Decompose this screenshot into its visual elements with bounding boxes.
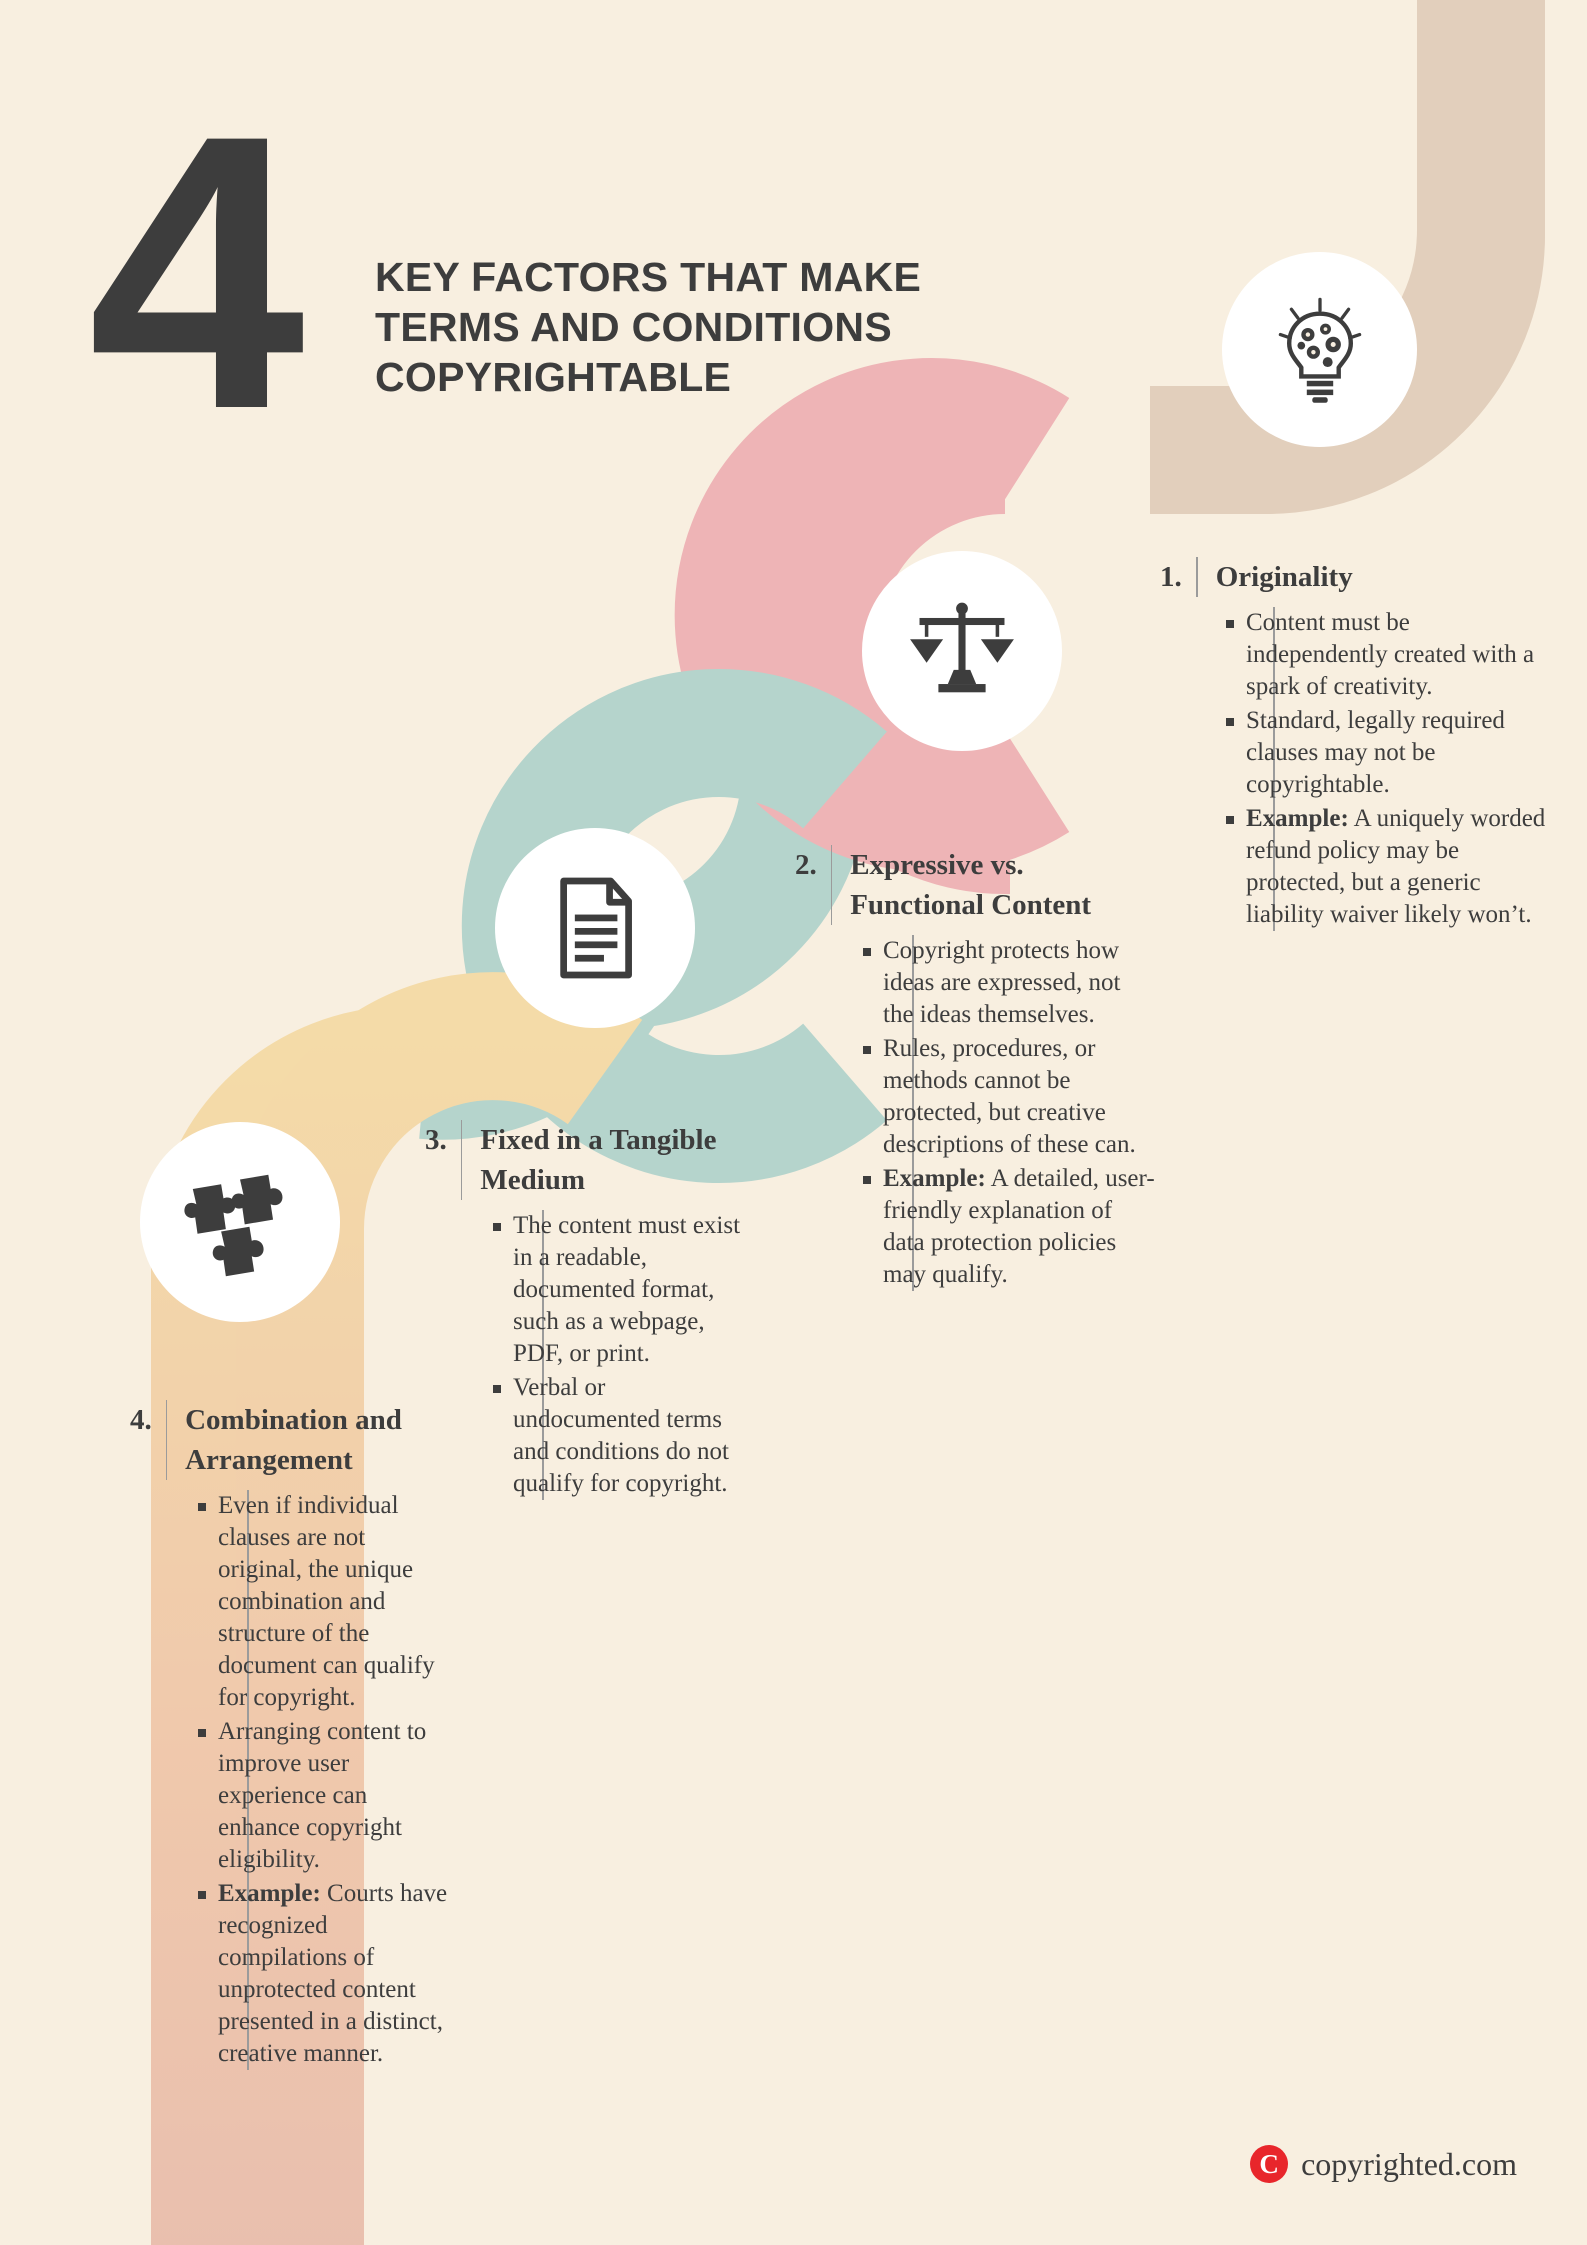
- list-item: [1220, 705, 1550, 801]
- step-3-title: Fixed in a Tangible Medium: [480, 1124, 717, 1196]
- bullet-lead: Example:: [1246, 805, 1349, 832]
- bullet-text: The content must exist in a readable, documented format, such as a webpage, PDF, or print.: [513, 1212, 741, 1367]
- step-4-divider: [166, 1400, 167, 1480]
- lightbulb-gears-icon: [1222, 252, 1417, 447]
- bullet-lead: Example:: [883, 1165, 986, 1192]
- list-item: [192, 1878, 450, 2070]
- list-item: [192, 1490, 450, 1714]
- step-3-heading: [425, 1120, 755, 1200]
- list-item: [487, 1372, 755, 1500]
- step-1-bullet-list: [1220, 607, 1550, 931]
- step-3-body: [487, 1210, 755, 1500]
- step-4-body: [192, 1490, 450, 2070]
- step-3-bullet-list: [487, 1210, 755, 1500]
- list-item: [487, 1210, 755, 1370]
- puzzle-pieces-icon: [140, 1122, 340, 1322]
- bullet-text: A detailed, user-friendly explanation of data protection policies may qualify.: [883, 1165, 1155, 1288]
- bullet-text: A uniquely worded refund policy may be protected, but a generic liability waiver likely won’t.: [1246, 805, 1546, 928]
- bullet-text: Even if individual clauses are not original, the unique combination and structure of the document can qualify for copyright.: [218, 1492, 435, 1711]
- step-2-title: Expressive vs. Functional Content: [850, 849, 1092, 921]
- step-block-1: [1160, 557, 1550, 933]
- copyright-icon: C: [1250, 2145, 1288, 2183]
- step-1-body: [1220, 607, 1550, 931]
- step-block-2: [795, 845, 1155, 1293]
- step-2-bullet-list: [857, 935, 1155, 1291]
- bullet-text: Verbal or undocumented terms and conditions do not qualify for copyright.: [513, 1374, 729, 1497]
- bullet-text: Copyright protects how ideas are expressed, not the ideas themselves.: [883, 937, 1121, 1028]
- step-4-number: 4.: [130, 1404, 152, 1436]
- bullet-text: Courts have recognized compilations of unprotected content presented in a distinct, creative manner.: [218, 1880, 448, 2067]
- brand-name: copyrighted.com: [1301, 2145, 1517, 2182]
- step-1-divider: [1196, 557, 1198, 597]
- step-4-heading: [130, 1400, 450, 1480]
- bullet-text: Content must be independently created with a spark of creativity.: [1246, 609, 1535, 700]
- scales-of-justice-icon: [862, 551, 1062, 751]
- step-2-heading: [795, 845, 1155, 925]
- step-1-heading: [1160, 557, 1550, 597]
- list-item: [1220, 803, 1550, 931]
- step-2-number: 2.: [795, 849, 817, 881]
- poster-big-number: 4: [88, 54, 297, 490]
- step-1-title: Originality: [1215, 561, 1353, 593]
- step-3-number: 3.: [425, 1124, 447, 1156]
- list-item: [192, 1716, 450, 1876]
- step-1-number: 1.: [1160, 561, 1182, 593]
- document-icon: [495, 828, 695, 1028]
- list-item: [857, 1033, 1155, 1161]
- brand-footer[interactable]: [1250, 2145, 1517, 2183]
- bullet-lead: Example:: [218, 1880, 321, 1907]
- step-block-3: [425, 1120, 755, 1502]
- step-2-divider: [831, 845, 832, 925]
- step-2-body: [857, 935, 1155, 1291]
- list-item: [857, 935, 1155, 1031]
- step-4-title: Combination and Arrangement: [185, 1404, 402, 1476]
- bullet-text: Standard, legally required clauses may not be copyrightable.: [1246, 707, 1505, 798]
- bullet-text: Rules, procedures, or methods cannot be protected, but creative descriptions of these can.: [883, 1035, 1136, 1158]
- page-title: KEY FACTORS THAT MAKE TERMS AND CONDITIONS COPYRIGHTABLE: [375, 254, 922, 400]
- step-4-bullet-list: [192, 1490, 450, 2070]
- step-3-divider: [461, 1120, 463, 1200]
- step-block-4: [130, 1400, 450, 2072]
- list-item: [1220, 607, 1550, 703]
- list-item: [857, 1163, 1155, 1291]
- bullet-text: Arranging content to improve user experience can enhance copyright eligibility.: [218, 1718, 427, 1873]
